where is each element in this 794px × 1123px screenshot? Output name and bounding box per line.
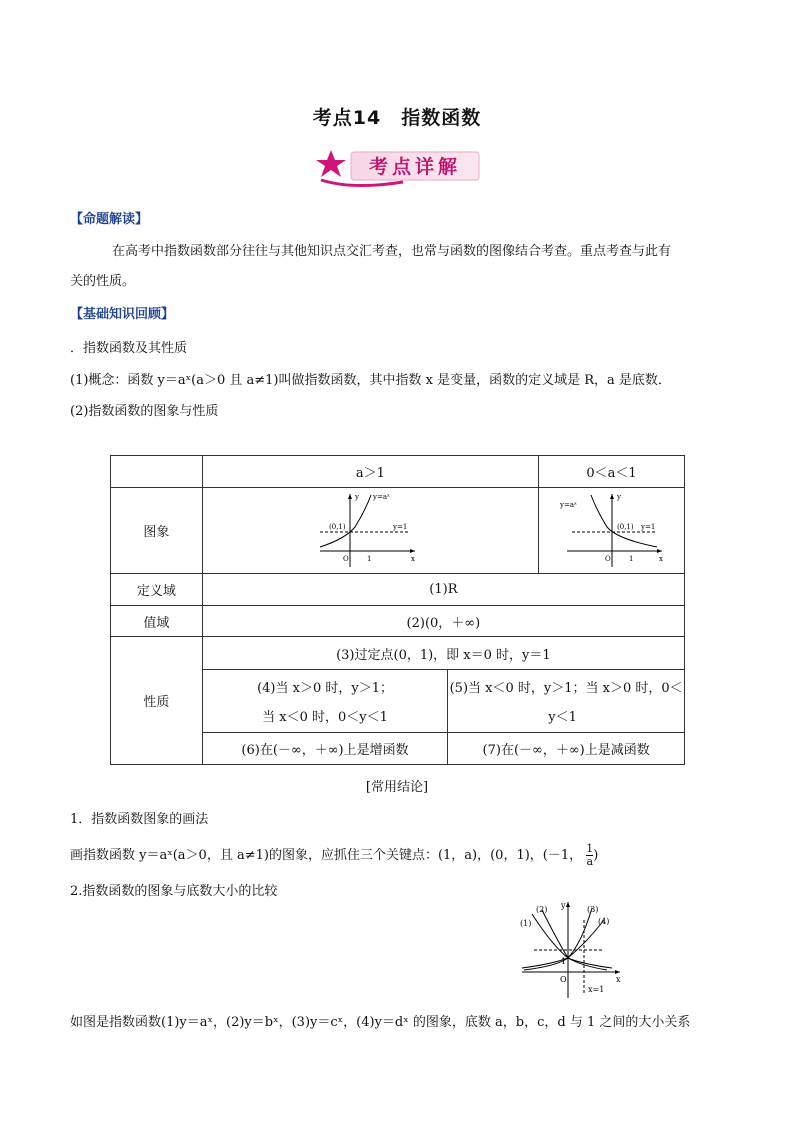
svg-text:(0,1): (0,1) [329, 522, 347, 531]
property-4-line-1: (4)当 x＞0 时，y＞1； [257, 681, 393, 696]
fraction-1-over-a: $\frac{1}{a}$ [586, 842, 594, 868]
svg-text:x: x [411, 554, 416, 563]
svg-text:y: y [616, 492, 621, 501]
svg-text:x: x [616, 975, 621, 984]
conclusion-2-title: 2.指数函数的图象与底数大小的比较 [70, 884, 278, 899]
item-2: (2)指数函数的图象与性质 [70, 404, 219, 419]
row-label-graph: 图象 [111, 488, 203, 574]
svg-text:x: x [658, 554, 663, 563]
property-5-line-1: (5)当 x＜0 时，y＞1；当 x＞0 时，0＜ [449, 681, 683, 696]
property-5 [448, 670, 685, 733]
property-5-line-2: y＜1 [548, 710, 577, 725]
concept-text: (1)概念：函数 y＝aˣ(a＞0 且 a≠1)叫做指数函数，其中指数 x 是变量，函数的定义域是 R，a 是底数． [70, 373, 671, 388]
page-title: 考点14 指数函数 [312, 107, 482, 129]
reading-paragraph-1: 在高考中指数函数部分往往与其他知识点交汇考查，也常与函数的图像结合考查。重点考查与此有 [112, 244, 672, 259]
property-4-line-2: 当 x＜0 时，0＜y＜1 [262, 710, 388, 725]
property-4 [202, 670, 448, 733]
svg-text:1: 1 [628, 554, 633, 563]
svg-text:y: y [561, 901, 566, 910]
svg-text:y=1: y=1 [393, 522, 408, 531]
row-label-properties: 性质 [111, 637, 203, 765]
property-6: (6)在(－∞，＋∞)上是增函数 [202, 733, 448, 765]
topic-banner [313, 146, 485, 188]
svg-text:y=aˣ: y=aˣ [373, 492, 391, 501]
header-empty [111, 456, 203, 488]
svg-text:y=1: y=1 [640, 522, 655, 531]
conclusion-1-body: 画指数函数 y＝aˣ(a＞0，且 a≠1)的图象，应抓住三个关键点：(1，a)，(0，1)，(－1， [70, 848, 583, 863]
property-7: (7)在(－∞，＋∞)上是减函数 [448, 733, 685, 765]
svg-text:y: y [355, 492, 360, 501]
svg-text:(4): (4) [598, 917, 610, 926]
svg-text:1: 1 [561, 957, 567, 966]
reading-heading: 【命题解读】 [70, 212, 149, 227]
header-a-gt-1: a＞1 [202, 456, 538, 488]
conclusion-1-text: 画指数函数 y＝aˣ(a＞0，且 a≠1)的图象，应抓住三个关键点：(1，a)，(0，1)，(－1， $\frac{1}{a}$ ) [70, 842, 599, 868]
svg-text:y=aˣ: y=aˣ [559, 500, 577, 509]
svg-text:(0,1): (0,1) [616, 522, 634, 531]
svg-text:O: O [560, 975, 567, 984]
header-a-lt-1: 0＜a＜1 [539, 456, 685, 488]
increasing-exp-graph [315, 489, 425, 569]
svg-text:1: 1 [367, 554, 372, 563]
graph-increasing [202, 488, 538, 574]
svg-text:O: O [343, 554, 350, 563]
banner-text: 考点详解 [368, 156, 462, 178]
svg-text:(3): (3) [587, 905, 599, 914]
svg-text:O: O [604, 554, 611, 563]
property-3: (3)过定点(0，1)，即 x＝0 时，y＝1 [202, 637, 684, 670]
range-value: (2)(0，＋∞) [202, 606, 684, 637]
review-heading: 【基础知识回顾】 [70, 307, 175, 322]
base-comparison-graph [512, 900, 627, 1000]
properties-table [110, 455, 685, 765]
domain-value: (1)R [202, 574, 684, 606]
row-label-domain: 定义域 [111, 574, 203, 606]
svg-text:(1): (1) [520, 919, 532, 928]
conclusion-heading: [常用结论] [365, 780, 429, 795]
graph-decreasing [539, 488, 685, 574]
star-icon [316, 150, 346, 177]
reading-paragraph-2: 关的性质。 [70, 274, 136, 289]
svg-text:x=1: x=1 [588, 985, 605, 994]
item-1: ．指数函数及其性质 [70, 341, 188, 356]
decreasing-exp-graph [557, 489, 667, 569]
conclusion-2-text: 如图是指数函数(1)y＝aˣ，(2)y＝bˣ，(3)y＝cˣ，(4)y＝dˣ 的图象，底数 a，b，c，d 与 1 之间的大小关系 [70, 1015, 691, 1030]
row-label-range: 值域 [111, 606, 203, 637]
conclusion-1-title: 1．指数函数图象的画法 [70, 812, 209, 827]
svg-text:(2): (2) [536, 905, 548, 914]
